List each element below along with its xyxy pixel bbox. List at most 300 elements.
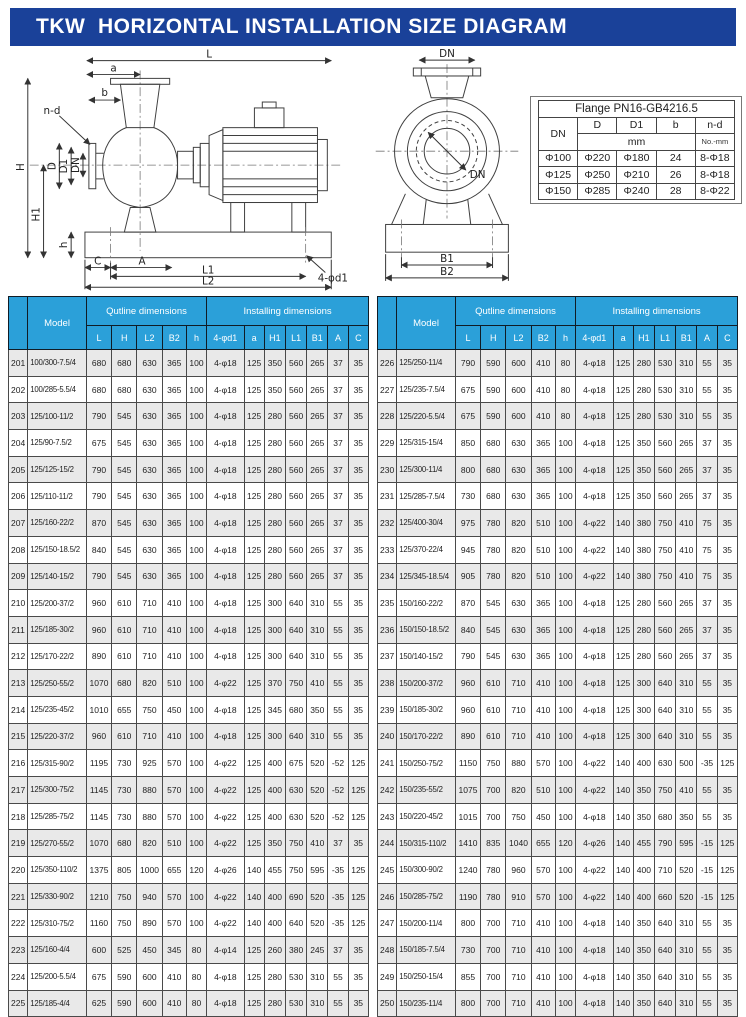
dimension-value: 400 bbox=[633, 857, 654, 884]
dimension-value: 4-φ18 bbox=[207, 963, 244, 990]
dimension-value: 35 bbox=[717, 350, 737, 377]
dim-label-dn: DN bbox=[70, 157, 83, 173]
dimension-value: 100 bbox=[186, 883, 206, 910]
dimension-value: 630 bbox=[137, 376, 162, 403]
dimension-value: 310 bbox=[307, 590, 328, 617]
dimension-value: 655 bbox=[162, 857, 186, 884]
dimension-value: 100 bbox=[186, 563, 206, 590]
dimension-value: 560 bbox=[285, 563, 306, 590]
row-number: 202 bbox=[9, 376, 28, 403]
flange-table-frame bbox=[530, 96, 742, 204]
dimension-value: 100 bbox=[555, 616, 575, 643]
model-name: 125/235-45/2 bbox=[28, 696, 87, 723]
dimension-value: 365 bbox=[531, 590, 555, 617]
dim-label-d1: D1 bbox=[58, 158, 71, 174]
dimension-value: 640 bbox=[285, 723, 306, 750]
dimension-value: 265 bbox=[676, 616, 697, 643]
dimension-value: 960 bbox=[86, 723, 111, 750]
dimension-value: 1240 bbox=[455, 857, 480, 884]
dimension-value: 570 bbox=[162, 883, 186, 910]
dimension-value: 345 bbox=[162, 937, 186, 964]
dimension-value: 350 bbox=[633, 803, 654, 830]
spec-row bbox=[378, 536, 738, 563]
dimension-value: 600 bbox=[137, 963, 162, 990]
dimension-value: 4-φ22 bbox=[207, 910, 244, 937]
dimension-value: 35 bbox=[717, 536, 737, 563]
dimension-value: 610 bbox=[112, 643, 137, 670]
dimension-value: 545 bbox=[481, 643, 506, 670]
dimension-value: 35 bbox=[717, 937, 737, 964]
model-name: 150/235-55/2 bbox=[397, 777, 456, 804]
dimension-value: 37 bbox=[697, 590, 717, 617]
dimension-value: 680 bbox=[86, 350, 111, 377]
row-number: 237 bbox=[378, 643, 397, 670]
spec-row bbox=[9, 937, 369, 964]
row-number: 221 bbox=[9, 883, 28, 910]
flange-value: Φ240 bbox=[617, 183, 656, 200]
spec-row bbox=[378, 376, 738, 403]
dimension-value: 265 bbox=[676, 590, 697, 617]
dimension-value: 100 bbox=[186, 350, 206, 377]
dimension-value: 410 bbox=[531, 376, 555, 403]
dimension-value: 560 bbox=[654, 430, 675, 457]
dimension-value: 310 bbox=[307, 723, 328, 750]
spec-row bbox=[9, 777, 369, 804]
flange-value: Φ210 bbox=[617, 167, 656, 184]
row-number: 212 bbox=[9, 643, 28, 670]
dimension-value: 410 bbox=[162, 616, 186, 643]
spec-row bbox=[378, 750, 738, 777]
dimension-value: 35 bbox=[717, 803, 737, 830]
dimension-value: 975 bbox=[455, 510, 480, 537]
flange-value: 24 bbox=[656, 150, 695, 167]
dimension-value: 100 bbox=[186, 777, 206, 804]
row-number: 220 bbox=[9, 857, 28, 884]
dimension-value: 820 bbox=[506, 510, 531, 537]
dimension-value: 680 bbox=[112, 670, 137, 697]
row-number: 226 bbox=[378, 350, 397, 377]
dimension-value: 365 bbox=[162, 376, 186, 403]
dimension-value: 4-φ18 bbox=[576, 590, 613, 617]
dimension-value: 55 bbox=[697, 723, 717, 750]
row-number: 248 bbox=[378, 937, 397, 964]
dimension-value: 750 bbox=[112, 910, 137, 937]
dimension-value: 560 bbox=[285, 456, 306, 483]
row-number: 239 bbox=[378, 696, 397, 723]
dimension-value: 410 bbox=[676, 777, 697, 804]
dimension-value: 100 bbox=[555, 963, 575, 990]
dimension-value: 820 bbox=[137, 670, 162, 697]
flange-col-d1: D1 bbox=[617, 117, 656, 134]
dimension-value: 910 bbox=[506, 883, 531, 910]
dimension-tables bbox=[8, 296, 738, 1017]
dimension-value: 680 bbox=[112, 376, 137, 403]
spec-row bbox=[9, 350, 369, 377]
dimension-value: 125 bbox=[613, 643, 633, 670]
column-header-l2: L2 bbox=[137, 326, 162, 350]
dimension-value: 100 bbox=[555, 430, 575, 457]
spec-row bbox=[378, 777, 738, 804]
dimension-value: 570 bbox=[162, 777, 186, 804]
dimension-value: 300 bbox=[264, 590, 285, 617]
dimension-value: 4-φ22 bbox=[207, 670, 244, 697]
dimension-value: 100 bbox=[186, 830, 206, 857]
model-name: 150/235-11/4 bbox=[397, 990, 456, 1017]
model-name: 150/140-15/2 bbox=[397, 643, 456, 670]
dimension-value: 750 bbox=[285, 830, 306, 857]
dimension-value: 410 bbox=[531, 403, 555, 430]
dimension-value: 125 bbox=[717, 750, 737, 777]
spec-row bbox=[9, 750, 369, 777]
dimension-value: 100 bbox=[555, 937, 575, 964]
dimension-value: 590 bbox=[112, 990, 137, 1017]
dimension-value: 55 bbox=[328, 696, 348, 723]
dimension-value: 140 bbox=[613, 937, 633, 964]
dimension-value: 630 bbox=[137, 483, 162, 510]
dim-label-b1: B1 bbox=[440, 253, 454, 266]
spec-row bbox=[9, 430, 369, 457]
column-header-b2: B2 bbox=[531, 326, 555, 350]
dimension-value: 4-φ18 bbox=[576, 803, 613, 830]
dimension-value: 75 bbox=[697, 510, 717, 537]
dimension-value: 300 bbox=[264, 643, 285, 670]
dimension-value: 510 bbox=[531, 536, 555, 563]
dimension-value: 510 bbox=[162, 670, 186, 697]
dimension-value: 530 bbox=[654, 403, 675, 430]
dimension-value: 960 bbox=[86, 616, 111, 643]
dimension-value: 4-φ18 bbox=[207, 456, 244, 483]
dimension-value: 790 bbox=[654, 830, 675, 857]
dimension-value: 455 bbox=[633, 830, 654, 857]
dimension-value: 100 bbox=[186, 430, 206, 457]
dimension-value: 610 bbox=[481, 670, 506, 697]
dimension-value: 365 bbox=[531, 643, 555, 670]
dimension-value: 530 bbox=[654, 376, 675, 403]
dimension-value: 100 bbox=[186, 483, 206, 510]
dimension-value: 140 bbox=[244, 857, 264, 884]
dimension-value: 700 bbox=[481, 990, 506, 1017]
dimension-value: 4-φ18 bbox=[576, 483, 613, 510]
spec-row bbox=[9, 616, 369, 643]
row-number: 222 bbox=[9, 910, 28, 937]
column-header-a: a bbox=[244, 326, 264, 350]
spec-row bbox=[9, 803, 369, 830]
row-number: 236 bbox=[378, 616, 397, 643]
dimension-value: 140 bbox=[244, 910, 264, 937]
dimension-value: 410 bbox=[162, 723, 186, 750]
dimension-value: 560 bbox=[285, 483, 306, 510]
dimension-value: 410 bbox=[676, 536, 697, 563]
row-number: 235 bbox=[378, 590, 397, 617]
dimension-value: 560 bbox=[654, 643, 675, 670]
dimension-value: 780 bbox=[481, 857, 506, 884]
spec-row bbox=[9, 910, 369, 937]
dimension-value: 640 bbox=[654, 963, 675, 990]
dimension-value: 120 bbox=[555, 830, 575, 857]
dimension-value: 510 bbox=[531, 563, 555, 590]
dimension-value: 530 bbox=[654, 350, 675, 377]
dimension-value: 750 bbox=[654, 536, 675, 563]
dimension-value: 55 bbox=[328, 723, 348, 750]
column-header-l: L bbox=[455, 326, 480, 350]
dimension-value: 4-φ26 bbox=[207, 857, 244, 884]
dimension-value: 100 bbox=[555, 696, 575, 723]
dimension-value: 265 bbox=[676, 643, 697, 670]
flange-row bbox=[539, 150, 735, 167]
dimension-value: 510 bbox=[531, 510, 555, 537]
dimension-value: 750 bbox=[285, 670, 306, 697]
dimension-value: -52 bbox=[328, 803, 348, 830]
dimension-value: 520 bbox=[307, 777, 328, 804]
dimension-value: 125 bbox=[613, 616, 633, 643]
dimension-value: 35 bbox=[717, 963, 737, 990]
dimension-value: 4-φ18 bbox=[207, 483, 244, 510]
spec-row bbox=[378, 696, 738, 723]
dimension-value: 675 bbox=[455, 376, 480, 403]
dimension-value: 4-φ22 bbox=[207, 777, 244, 804]
model-name: 125/125-15/2 bbox=[28, 456, 87, 483]
dimension-value: 345 bbox=[264, 696, 285, 723]
dimension-value: 640 bbox=[654, 990, 675, 1017]
dimension-value: 35 bbox=[717, 616, 737, 643]
dimension-value: 125 bbox=[613, 483, 633, 510]
dimension-value: 1375 bbox=[86, 857, 111, 884]
row-number: 250 bbox=[378, 990, 397, 1017]
dimension-value: 100 bbox=[555, 590, 575, 617]
model-name: 125/170-22/2 bbox=[28, 643, 87, 670]
model-name: 125/285-7.5/4 bbox=[397, 483, 456, 510]
dimension-value: 730 bbox=[455, 483, 480, 510]
column-header-a: A bbox=[328, 326, 348, 350]
dimension-value: 675 bbox=[285, 750, 306, 777]
spec-row bbox=[378, 403, 738, 430]
dim-label-h-base: h bbox=[58, 241, 71, 249]
dimension-value: 365 bbox=[531, 430, 555, 457]
dimension-value: 125 bbox=[717, 883, 737, 910]
dimension-value: 1210 bbox=[86, 883, 111, 910]
row-number: 218 bbox=[9, 803, 28, 830]
dimension-value: 280 bbox=[264, 563, 285, 590]
model-name: 150/250-75/2 bbox=[397, 750, 456, 777]
dimension-value: 4-φ18 bbox=[576, 696, 613, 723]
dimension-value: 4-φ18 bbox=[207, 696, 244, 723]
dimension-value: 4-φ22 bbox=[207, 883, 244, 910]
flange-value: 8-Φ22 bbox=[695, 183, 734, 200]
row-number: 234 bbox=[378, 563, 397, 590]
dimension-value: 4-φ18 bbox=[576, 910, 613, 937]
dimension-value: 280 bbox=[633, 376, 654, 403]
dimension-value: 640 bbox=[285, 643, 306, 670]
column-header-a: A bbox=[697, 326, 717, 350]
dimension-value: 100 bbox=[555, 563, 575, 590]
dimension-value: 280 bbox=[633, 590, 654, 617]
dimension-value: 630 bbox=[506, 483, 531, 510]
spec-row bbox=[378, 510, 738, 537]
dimension-value: 265 bbox=[307, 430, 328, 457]
dim-label-nd: n-d bbox=[43, 104, 61, 117]
spec-row bbox=[378, 990, 738, 1017]
model-header: Model bbox=[28, 297, 87, 350]
dim-label-dn-eye: DN bbox=[469, 168, 486, 181]
row-number: 241 bbox=[378, 750, 397, 777]
dimension-value: 125 bbox=[613, 670, 633, 697]
row-number: 209 bbox=[9, 563, 28, 590]
dimension-value: 560 bbox=[285, 376, 306, 403]
spec-row bbox=[9, 857, 369, 884]
dimension-value: 820 bbox=[506, 777, 531, 804]
dimension-value: -52 bbox=[328, 777, 348, 804]
dimension-value: 710 bbox=[506, 990, 531, 1017]
dimension-value: 1070 bbox=[86, 830, 111, 857]
dimension-value: 35 bbox=[348, 510, 368, 537]
dimension-value: 855 bbox=[455, 963, 480, 990]
dimension-value: 560 bbox=[654, 456, 675, 483]
dimension-value: 100 bbox=[186, 616, 206, 643]
column-header-b1: B1 bbox=[307, 326, 328, 350]
dimension-value: 350 bbox=[264, 350, 285, 377]
row-number: 246 bbox=[378, 883, 397, 910]
row-number: 229 bbox=[378, 430, 397, 457]
dimension-value: 4-φ18 bbox=[576, 403, 613, 430]
dimension-value: -15 bbox=[697, 857, 717, 884]
dimension-value: 100 bbox=[555, 643, 575, 670]
dimension-value: 410 bbox=[531, 350, 555, 377]
model-name: 125/250-11/4 bbox=[397, 350, 456, 377]
model-name: 150/315-110/2 bbox=[397, 830, 456, 857]
dimension-value: 630 bbox=[137, 403, 162, 430]
dimension-value: 600 bbox=[86, 937, 111, 964]
dimension-value: 570 bbox=[162, 910, 186, 937]
dimension-value: 4-φ18 bbox=[207, 403, 244, 430]
spec-row bbox=[378, 857, 738, 884]
dimension-value: 545 bbox=[112, 403, 137, 430]
dimension-value: 80 bbox=[186, 963, 206, 990]
dimension-value: 35 bbox=[348, 483, 368, 510]
dimension-value: 610 bbox=[112, 616, 137, 643]
dimension-value: 530 bbox=[285, 990, 306, 1017]
dimension-value: 675 bbox=[86, 430, 111, 457]
dimension-value: 380 bbox=[633, 563, 654, 590]
dimension-value: 35 bbox=[348, 696, 368, 723]
dimension-value: 280 bbox=[264, 456, 285, 483]
dimension-value: 630 bbox=[285, 777, 306, 804]
dimension-value: 280 bbox=[264, 430, 285, 457]
dimension-value: 630 bbox=[506, 456, 531, 483]
dimension-value: 1195 bbox=[86, 750, 111, 777]
dimension-value: 35 bbox=[717, 403, 737, 430]
spec-row bbox=[9, 643, 369, 670]
dimension-value: 890 bbox=[86, 643, 111, 670]
dimension-value: 750 bbox=[481, 750, 506, 777]
dimension-value: 945 bbox=[455, 536, 480, 563]
spec-row bbox=[9, 963, 369, 990]
column-header-h1: H1 bbox=[633, 326, 654, 350]
dimension-value: -15 bbox=[697, 830, 717, 857]
dimension-value: 125 bbox=[613, 350, 633, 377]
dimension-value: 570 bbox=[162, 750, 186, 777]
dimension-value: 630 bbox=[654, 750, 675, 777]
model-name: 125/315-15/4 bbox=[397, 430, 456, 457]
dimension-value: 265 bbox=[307, 350, 328, 377]
dimension-value: 350 bbox=[633, 963, 654, 990]
model-name: 125/330-90/2 bbox=[28, 883, 87, 910]
dimension-value: 750 bbox=[654, 510, 675, 537]
dimension-value: 35 bbox=[348, 350, 368, 377]
dimension-value: 560 bbox=[285, 430, 306, 457]
model-name: 125/185-4/4 bbox=[28, 990, 87, 1017]
dimension-value: 800 bbox=[455, 990, 480, 1017]
dimension-value: 800 bbox=[455, 910, 480, 937]
dimension-value: 450 bbox=[162, 696, 186, 723]
row-number: 227 bbox=[378, 376, 397, 403]
dimension-value: 640 bbox=[654, 670, 675, 697]
dimension-value: 265 bbox=[307, 403, 328, 430]
model-name: 125/185-30/2 bbox=[28, 616, 87, 643]
dimension-value: 310 bbox=[676, 670, 697, 697]
dimension-value: 310 bbox=[307, 990, 328, 1017]
dimension-value: 1000 bbox=[137, 857, 162, 884]
dimension-value: 55 bbox=[328, 670, 348, 697]
column-header-l1: L1 bbox=[285, 326, 306, 350]
dimension-value: 960 bbox=[455, 696, 480, 723]
dimension-value: 4-φ18 bbox=[576, 376, 613, 403]
dimension-value: 4-φ18 bbox=[207, 536, 244, 563]
model-name: 150/250-15/4 bbox=[397, 963, 456, 990]
dimension-value: 350 bbox=[264, 376, 285, 403]
model-name: 150/185-7.5/4 bbox=[397, 937, 456, 964]
dimension-value: 55 bbox=[697, 937, 717, 964]
dimension-value: 100 bbox=[555, 456, 575, 483]
dimension-value: 890 bbox=[455, 723, 480, 750]
dimension-value: -35 bbox=[697, 750, 717, 777]
dimension-value: 37 bbox=[328, 563, 348, 590]
dimension-value: 410 bbox=[531, 937, 555, 964]
dimension-value: 410 bbox=[676, 510, 697, 537]
dimension-value: 125 bbox=[244, 750, 264, 777]
dimension-value: 100 bbox=[186, 723, 206, 750]
dimension-value: 350 bbox=[633, 777, 654, 804]
model-name: 125/140-15/2 bbox=[28, 563, 87, 590]
dimension-value: 4-φ22 bbox=[576, 750, 613, 777]
dimension-value: 700 bbox=[481, 803, 506, 830]
model-name: 125/200-5.5/4 bbox=[28, 963, 87, 990]
dimension-value: 4-φ26 bbox=[576, 830, 613, 857]
dimension-value: 100 bbox=[555, 483, 575, 510]
dimension-value: 780 bbox=[481, 510, 506, 537]
dimension-value: 55 bbox=[697, 670, 717, 697]
dimension-value: 350 bbox=[676, 803, 697, 830]
dimension-value: 4-φ18 bbox=[207, 723, 244, 750]
dimension-value: 410 bbox=[162, 963, 186, 990]
dimension-value: 365 bbox=[531, 483, 555, 510]
dimension-value: 35 bbox=[717, 723, 737, 750]
dimension-value: 140 bbox=[613, 990, 633, 1017]
dimension-value: 520 bbox=[307, 910, 328, 937]
dimension-value: 140 bbox=[613, 963, 633, 990]
dimension-value: 365 bbox=[162, 350, 186, 377]
dimension-value: 280 bbox=[264, 483, 285, 510]
dimension-value: 525 bbox=[112, 937, 137, 964]
dimension-value: 560 bbox=[654, 483, 675, 510]
dimension-value: 280 bbox=[633, 643, 654, 670]
dimension-value: 125 bbox=[613, 456, 633, 483]
dimension-value: 100 bbox=[186, 590, 206, 617]
dimension-value: 800 bbox=[455, 456, 480, 483]
dimension-value: 100 bbox=[555, 777, 575, 804]
dimension-value: 245 bbox=[307, 937, 328, 964]
spec-row bbox=[378, 670, 738, 697]
dimension-value: 680 bbox=[481, 456, 506, 483]
